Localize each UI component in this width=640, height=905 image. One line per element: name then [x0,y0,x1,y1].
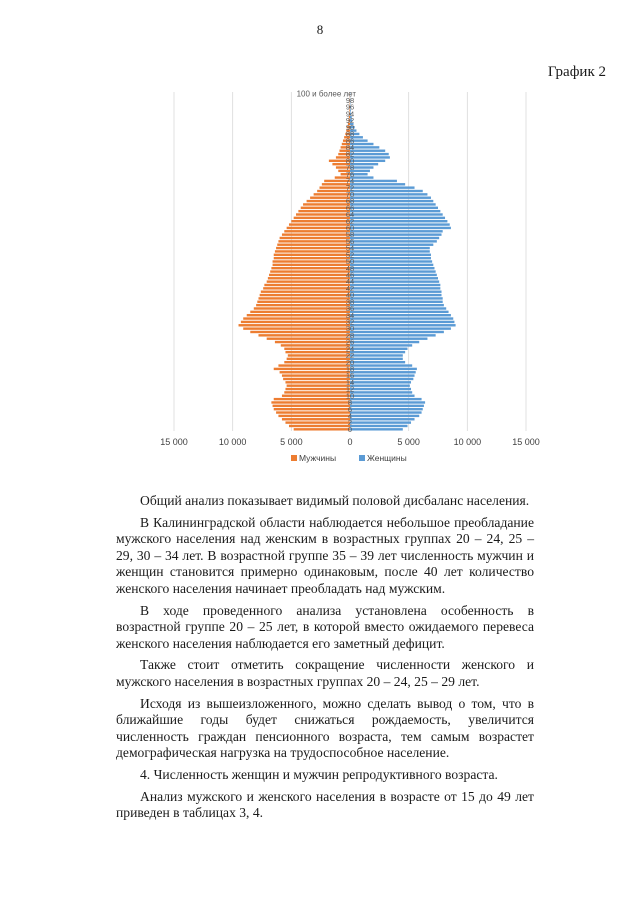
bar-female [350,197,431,199]
bar-female [350,344,412,346]
bar-female [350,348,407,350]
bar-male [288,354,350,356]
bar-male [247,314,350,316]
bar-male [270,270,350,272]
age-label: 68 [345,196,355,206]
age-label: 62 [345,216,355,226]
x-tick-label: 15 000 [512,437,540,447]
age-label: 42 [345,283,355,293]
bar-male [277,244,350,246]
bar-male [278,415,350,417]
bar-female [350,284,440,286]
bar-female [350,297,443,299]
age-label: 26 [345,337,355,347]
bar-male [257,301,350,303]
bar-female [350,267,434,269]
bar-male [274,398,350,400]
bar-male [289,425,350,427]
bar-male [303,203,350,205]
bar-male [301,207,350,209]
age-label: 66 [345,203,355,213]
x-tick-label: 10 000 [453,437,482,447]
bar-male [273,264,350,266]
bar-male [281,344,350,346]
age-label: 8 [347,398,353,408]
age-label: 76 [345,169,355,179]
bar-male [287,358,350,360]
bar-female [350,418,415,420]
bar-female [350,264,433,266]
age-label: 14 [345,377,355,387]
bar-male [280,237,350,239]
age-label: 70 [345,189,355,199]
legend-label: Женщины [367,453,407,463]
age-label: 32 [345,317,355,327]
bar-male [274,408,350,410]
bar-male [276,247,350,249]
bar-female [350,294,442,296]
bar-male [291,220,350,222]
bar-female [350,290,442,292]
bar-female [350,213,443,215]
age-label: 0 [347,424,353,434]
age-label: 90 [345,122,355,132]
bar-female [350,374,415,376]
bar-female [350,307,446,309]
bar-male [258,297,350,299]
bar-female [350,183,405,185]
legend-swatch [291,455,297,461]
bar-female [350,398,422,400]
bar-female [350,180,397,182]
body-paragraph: Исходя из вышеизложенного, можно сделать вывод о том, что в ближайшие годы будет снижаться рождаемость, увеличится численность граждан пенсионного возраста, тем самым возрастет демографическая нагрузка на трудоспособное население. [116,695,534,761]
bar-female [350,227,451,229]
body-paragraph: В ходе проведенного анализа установлена особенность в возрастной группе 20 – 25 лет, в которой вместо ожидаемого перевеса женского населения наблюдается его заметный дефицит. [116,602,534,651]
body-paragraph: Также стоит отметить сокращение численности женского и мужского населения в возрастных группах 20 – 24, 25 – 29 лет. [116,657,534,689]
bar-female [350,311,449,313]
bar-male [294,428,350,430]
bar-male [310,197,350,199]
bar-male [276,411,350,413]
bar-male [274,257,350,259]
age-label: 22 [345,351,355,361]
age-label: 10 [345,391,355,401]
bar-female [350,250,430,252]
bar-male [271,267,350,269]
age-label: 84 [345,142,355,152]
age-label: 92 [345,116,355,126]
bar-male [273,260,350,262]
bar-male [287,384,350,386]
bar-male [243,317,350,319]
bar-female [350,408,423,410]
body-paragraph: Общий анализ показывает видимый половой дисбаланс населения. [140,493,530,508]
bar-male [239,324,350,326]
age-label: 18 [345,364,355,374]
bar-female [350,146,379,148]
bar-female [350,381,411,383]
bar-male [254,307,350,309]
bar-male [258,334,350,336]
bar-female [350,193,427,195]
bar-female [350,153,389,155]
bar-female [350,200,433,202]
bar-male [285,421,350,423]
bar-male [283,378,350,380]
bar-male [284,391,350,393]
legend [291,453,407,463]
age-label: 60 [345,223,355,233]
x-tick-label: 5 000 [280,437,303,447]
bar-female [350,280,439,282]
bar-male [268,277,350,279]
age-label: 44 [345,277,355,287]
age-label: 34 [345,310,355,320]
bar-female [350,150,385,152]
bar-female [350,217,445,219]
x-tick-label: 0 [347,437,353,447]
bar-female [350,341,419,343]
age-label: 4 [347,411,353,421]
bar-female [350,207,438,209]
bar-male [282,395,350,397]
age-label: 96 [345,102,355,112]
age-label: 88 [345,129,355,139]
age-label: 12 [345,384,355,394]
age-label: 48 [345,263,355,273]
bar-male [256,304,350,306]
bar-female [350,411,422,413]
bar-female [350,156,390,158]
bar-female [350,327,451,329]
bar-female [350,401,425,403]
bar-female [350,220,447,222]
age-label: 64 [345,210,355,220]
bar-female [350,324,456,326]
bar-male [243,327,350,329]
bar-male [289,223,350,225]
bar-female [350,163,378,165]
chart-caption: График 2 [547,64,606,80]
age-label: 6 [347,404,353,414]
bar-male [284,361,350,363]
age-label: 72 [345,183,355,193]
bar-female [350,186,415,188]
bar-male [278,364,350,366]
age-label: 80 [345,156,355,166]
bar-female [350,388,411,390]
body-text [116,493,534,822]
age-label: 46 [345,270,355,280]
x-tick-label: 15 000 [160,437,188,447]
bar-female [350,317,453,319]
bar-female [350,384,410,386]
bar-male [267,280,350,282]
bar-male [294,217,350,219]
body-paragraph: В Калининградской области наблюдается небольшое преобладание мужского населения над женским в возрастных группах 20 – 24, 25 – 29, 30 – 34 лет. В возрастной группе 35 – 39 лет численность мужчин и женщин становится примерно одинаковым, после 40 лет количество женского населения начинает преобладать над мужским. [116,514,534,596]
bar-female [350,203,436,205]
bar-female [350,421,411,423]
bar-male [282,418,350,420]
bar-female [350,223,450,225]
age-label: 2 [347,418,353,428]
bar-female [350,331,444,333]
bar-male [241,321,350,323]
bar-female [350,378,413,380]
bar-male [287,227,350,229]
bar-female [350,233,442,235]
bar-female [350,415,419,417]
bar-female [350,358,403,360]
bar-male [296,213,350,215]
bar-female [350,314,451,316]
bar-female [350,190,423,192]
age-label: 98 [345,95,355,105]
bar-male [274,368,350,370]
age-label: 16 [345,371,355,381]
age-label: 56 [345,236,355,246]
bar-female [350,351,405,353]
age-label: 54 [345,243,355,253]
bar-male [307,200,350,202]
bar-male [261,290,350,292]
legend-label: Мужчины [299,453,337,463]
age-label: 86 [345,136,355,146]
bar-male [284,230,350,232]
bar-female [350,428,403,430]
age-label: 100 и более лет [296,89,356,99]
bar-male [264,284,350,286]
bar-female [350,247,430,249]
bar-female [350,321,454,323]
bar-female [350,395,415,397]
bar-male [298,210,350,212]
bar-female [350,361,405,363]
age-label: 52 [345,250,355,260]
bar-male [280,371,350,373]
age-label: 24 [345,344,355,354]
bar-female [350,270,436,272]
bar-female [350,301,443,303]
population-pyramid-chart [150,86,550,478]
legend-swatch [359,455,365,461]
bar-male [269,274,350,276]
bar-female [350,364,412,366]
age-label: 30 [345,324,355,334]
bar-male [282,233,350,235]
page-number: 8 [316,22,324,37]
bar-male [267,337,350,339]
bar-female [350,254,431,256]
x-tick-label: 5 000 [397,437,420,447]
age-label: 74 [345,176,355,186]
x-tick-label: 10 000 [218,437,247,447]
age-label: 36 [345,304,355,314]
bar-female [350,257,431,259]
bar-female [350,371,416,373]
age-label: 94 [345,109,355,119]
bar-female [350,391,412,393]
age-label: 78 [345,163,355,173]
bar-female [350,160,385,162]
bar-male [271,401,350,403]
bar-female [350,304,444,306]
bar-male [274,254,350,256]
body-paragraph: Анализ мужского и женского населения в возрасте от 15 до 49 лет приведен в таблицах 3, 4. [116,788,534,821]
age-label: 50 [345,257,355,267]
bar-female [350,354,403,356]
bar-female [350,230,443,232]
age-label: 58 [345,230,355,240]
bar-female [350,287,440,289]
bar-female [350,244,433,246]
bar-male [285,388,350,390]
bar-female [350,260,432,262]
bar-male [284,348,350,350]
bar-female [350,240,437,242]
bar-male [263,287,350,289]
age-label: 82 [345,149,355,159]
body-paragraph: 4. Численность женщин и мужчин репродуктивного возраста. [140,766,498,782]
bar-female [350,277,438,279]
bar-female [350,425,407,427]
bar-female [350,337,427,339]
bar-male [250,331,350,333]
bar-female [350,334,436,336]
bar-male [260,294,350,296]
bar-female [350,274,437,276]
age-label: 20 [345,357,355,367]
bar-male [275,341,350,343]
age-label: 38 [345,297,355,307]
bar-male [282,374,350,376]
bar-male [273,405,350,407]
bar-male [285,351,350,353]
bar-female [350,368,417,370]
age-label: 28 [345,330,355,340]
bar-female [350,210,440,212]
bar-male [275,250,350,252]
bar-female [350,237,439,239]
bar-male [278,240,350,242]
bar-male [250,311,350,313]
x-axis [160,437,540,447]
bar-male [285,381,350,383]
bar-male [314,193,350,195]
age-label: 40 [345,290,355,300]
bar-female [350,405,424,407]
